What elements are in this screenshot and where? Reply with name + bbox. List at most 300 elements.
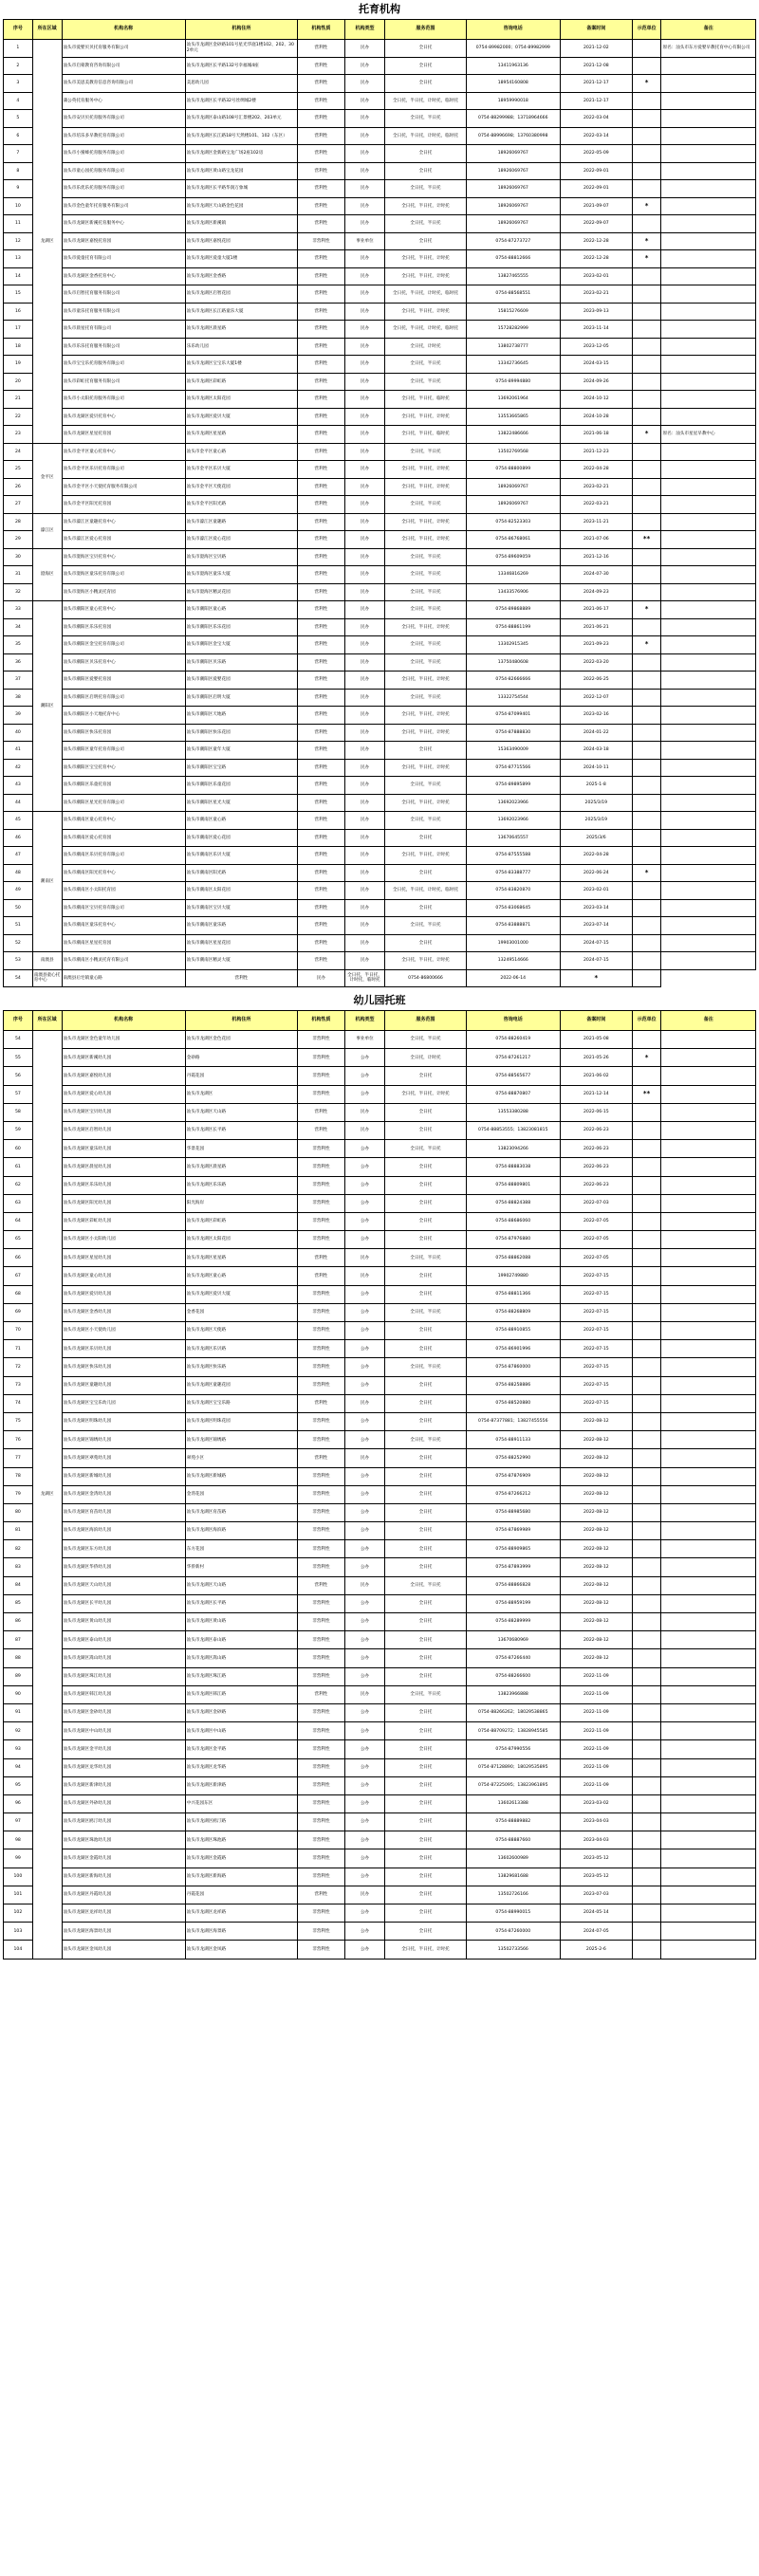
cell-name: 汕头市乐乐托育服务有限公司 — [62, 338, 185, 356]
cell-filed: 2024-03-18 — [560, 742, 632, 760]
cell-remark — [661, 1176, 756, 1194]
cell-type: 公办 — [344, 1194, 385, 1212]
table-row — [4, 1849, 756, 1868]
cell-address: 汕头市龙湖区龙华路 — [185, 1758, 297, 1776]
cell-address: 汕头市龙湖区鸥汀路 — [185, 1813, 297, 1831]
cell-address: 汕头市龙湖区明珠花园 — [185, 1412, 297, 1430]
cell-type: 民办 — [344, 285, 385, 304]
cell-address: 汕头市龙湖区太阳花园 — [185, 1231, 297, 1249]
cell-service: 全日托 — [385, 75, 466, 93]
cell-service: 全日托 — [385, 1376, 466, 1394]
cell-nature: 营利性 — [298, 40, 345, 58]
cell-demo — [632, 899, 661, 917]
cell-no: 4 — [4, 92, 33, 110]
table-row — [4, 1176, 756, 1194]
cell-address: 汕头市潮阳区天地路 — [185, 707, 297, 725]
cell-phone: 13502726166 — [466, 1886, 560, 1904]
table-row — [4, 1941, 756, 1959]
cell-type: 公办 — [344, 1467, 385, 1485]
cell-phone: 18926069767 — [466, 162, 560, 180]
cell-no: 57 — [4, 1085, 33, 1103]
cell-address: 汕头市龙湖区晨星路 — [185, 321, 297, 339]
cell-name: 汕头市潮南区宝贝托育有限公司 — [62, 899, 185, 917]
cell-remark — [661, 952, 756, 970]
cell-type: 民办 — [344, 1249, 385, 1267]
cell-service: 全日托 — [385, 1758, 466, 1776]
cell-filed: 2022-07-15 — [560, 1394, 632, 1412]
cell-remark — [661, 531, 756, 549]
cell-service: 全日托，半日托 — [385, 636, 466, 654]
cell-no: 1 — [4, 40, 33, 58]
cell-demo — [632, 1467, 661, 1485]
table-row — [4, 1358, 756, 1376]
cell-type: 民办 — [344, 794, 385, 812]
table-row — [4, 197, 756, 215]
cell-remark — [661, 653, 756, 672]
cell-nature: 营利性 — [298, 57, 345, 75]
table-row — [4, 57, 756, 75]
cell-demo — [632, 653, 661, 672]
cell-type: 民办 — [344, 1103, 385, 1121]
header-name: 机构名称 — [62, 1011, 185, 1031]
cell-remark — [661, 1231, 756, 1249]
cell-demo — [632, 1831, 661, 1849]
cell-phone: 0754-87261217 — [466, 1049, 560, 1067]
cell-remark — [661, 373, 756, 391]
cell-demo — [632, 1249, 661, 1267]
cell-nature: 非营利性 — [298, 1485, 345, 1503]
cell-nature: 非营利性 — [298, 1049, 345, 1067]
table-row — [4, 689, 756, 707]
cell-remark — [661, 127, 756, 145]
cell-nature: 营利性 — [298, 303, 345, 321]
cell-address: 汕头市龙湖区新溪镇 — [185, 215, 297, 233]
table-row — [4, 267, 756, 285]
cell-demo — [632, 847, 661, 865]
cell-no: 15 — [4, 285, 33, 304]
cell-service: 全日托 — [385, 1923, 466, 1941]
cell-nature: 营利性 — [298, 250, 345, 268]
cell-type: 民办 — [344, 127, 385, 145]
cell-no: 82 — [4, 1540, 33, 1558]
cell-phone: 13692061964 — [466, 391, 560, 409]
cell-no: 86 — [4, 1613, 33, 1631]
cell-remark — [661, 496, 756, 514]
cell-no: 72 — [4, 1358, 33, 1376]
cell-nature: 营利性 — [298, 110, 345, 128]
cell-service: 全日托 — [385, 742, 466, 760]
header-type: 机构类型 — [344, 1011, 385, 1031]
cell-phone: 13553380288 — [466, 1103, 560, 1121]
table-row — [4, 1067, 756, 1085]
cell-type: 民办 — [344, 952, 385, 970]
cell-nature: 营利性 — [298, 1249, 345, 1267]
cell-district: 龙湖区 — [32, 40, 62, 444]
table-row — [4, 1212, 756, 1230]
cell-address: 汕头市龙湖区天山路 — [185, 1103, 297, 1121]
cell-remark — [661, 1904, 756, 1923]
cell-type: 公办 — [344, 1158, 385, 1176]
cell-filed: 2022-07-15 — [560, 1267, 632, 1285]
table-row — [4, 1194, 756, 1212]
cell-filed: 2022-08-12 — [560, 1631, 632, 1649]
cell-service: 全日托 — [385, 1868, 466, 1886]
cell-name: 汕头市潮阳区乐乐托育园 — [62, 618, 185, 636]
table-row — [4, 1722, 756, 1740]
cell-demo — [632, 759, 661, 777]
cell-service: 全日托 — [385, 1485, 466, 1503]
cell-nature: 营利性 — [298, 882, 345, 900]
cell-name: 汕头市龙湖区金平幼儿园 — [62, 1740, 185, 1758]
cell-demo — [632, 1667, 661, 1685]
cell-name: 汕头市小蜜蜂托育服务有限公司 — [62, 145, 185, 163]
cell-phone: 0754-88809801 — [466, 1176, 560, 1194]
cell-service: 全日托，半日托 — [385, 1576, 466, 1594]
cell-nature: 营利性 — [298, 672, 345, 690]
cell-demo: * — [632, 601, 661, 619]
cell-nature: 营利性 — [298, 724, 345, 742]
cell-demo — [632, 215, 661, 233]
cell-service: 全日托，半日托，计时托，临时托 — [385, 127, 466, 145]
cell-phone: 0754-88990015 — [466, 1904, 560, 1923]
cell-phone: 0754-88268809 — [466, 1303, 560, 1321]
cell-filed: 2022-08-12 — [560, 1503, 632, 1521]
cell-filed: 2024-07-15 — [560, 934, 632, 952]
cell-service: 全日托，半日托 — [385, 583, 466, 601]
cell-nature: 营利性 — [298, 1449, 345, 1467]
cell-phone: 0754-86800666 — [385, 969, 466, 987]
cell-nature: 营利性 — [298, 443, 345, 461]
cell-remark — [661, 408, 756, 426]
table-row — [4, 899, 756, 917]
cell-type: 公办 — [344, 1613, 385, 1631]
cell-demo: * — [632, 197, 661, 215]
cell-demo — [632, 127, 661, 145]
table-row — [4, 1249, 756, 1267]
cell-filed: 2022-07-05 — [560, 1249, 632, 1267]
cell-no: 71 — [4, 1340, 33, 1358]
cell-name: 汕头市龙湖区金砂幼儿园 — [62, 1703, 185, 1721]
cell-filed: 2022-03-04 — [560, 110, 632, 128]
cell-service: 全日托 — [385, 1667, 466, 1685]
cell-name: 汕头市澄海区宝贝托育中心 — [62, 548, 185, 566]
cell-address: 汕头市潮阳区星光大厦 — [185, 794, 297, 812]
cell-service: 全日托，半日托，计时托 — [385, 724, 466, 742]
cell-nature: 营利性 — [298, 145, 345, 163]
cell-remark — [661, 759, 756, 777]
cell-nature: 营利性 — [298, 707, 345, 725]
cell-name: 汕头市龙湖区育苗幼儿园 — [62, 1503, 185, 1521]
cell-remark — [661, 1121, 756, 1139]
table-row — [4, 1631, 756, 1649]
cell-type: 民办 — [344, 742, 385, 760]
cell-name: 汕头市龙湖区嘉悦幼儿园 — [62, 1067, 185, 1085]
cell-address: 汕头市龙湖区宝宝乐路 — [185, 1394, 297, 1412]
cell-service: 全日托 — [385, 40, 466, 58]
cell-name: 汕头市龙湖区宝宝乐幼儿园 — [62, 1394, 185, 1412]
cell-remark — [661, 303, 756, 321]
table-row — [4, 882, 756, 900]
cell-no: 81 — [4, 1522, 33, 1540]
cell-demo — [632, 285, 661, 304]
cell-filed: 2022-11-09 — [560, 1703, 632, 1721]
cell-type: 民办 — [344, 531, 385, 549]
cell-remark — [661, 513, 756, 531]
cell-remark — [661, 1776, 756, 1794]
cell-filed: 2022-08-12 — [560, 1576, 632, 1594]
cell-type: 民办 — [344, 461, 385, 479]
table-row — [4, 847, 756, 865]
cell-address: 汕头市龙湖区童心路 — [185, 1267, 297, 1285]
table-row — [4, 1522, 756, 1540]
cell-service: 全日托 — [385, 1176, 466, 1194]
cell-demo — [632, 1103, 661, 1121]
cell-address: 汕头市龙湖区黄山路宝龙花园 — [185, 162, 297, 180]
cell-no: 87 — [4, 1631, 33, 1649]
cell-phone: 0754-88889882 — [466, 1813, 560, 1831]
cell-filed: 2022-08-12 — [560, 1594, 632, 1612]
cell-no: 83 — [4, 1558, 33, 1576]
cell-remark — [661, 215, 756, 233]
cell-remark — [661, 636, 756, 654]
cell-filed: 2021-05-26 — [560, 1049, 632, 1067]
cell-phone: 0754-82666666 — [466, 672, 560, 690]
cell-address: 金湾花园 — [185, 1485, 297, 1503]
cell-type: 民办 — [344, 672, 385, 690]
cell-service: 全日托 — [385, 1067, 466, 1085]
cell-filed: 2022-07-03 — [560, 1194, 632, 1212]
table-row — [4, 1758, 756, 1776]
cell-filed: 2022-08-12 — [560, 1649, 632, 1667]
cell-remark — [661, 1085, 756, 1103]
cell-filed: 2021-12-02 — [560, 40, 632, 58]
cell-filed: 2021-06-18 — [560, 426, 632, 444]
cell-no: 58 — [4, 1103, 33, 1121]
cell-address: 汕头市龙湖区长平路 — [185, 1121, 297, 1139]
cell-service: 全日托，半日托 — [385, 1140, 466, 1158]
cell-type: 公办 — [344, 1904, 385, 1923]
cell-type: 民办 — [344, 180, 385, 198]
cell-remark — [661, 1467, 756, 1485]
cell-nature: 非营利性 — [298, 1740, 345, 1758]
cell-filed: 2022-11-09 — [560, 1685, 632, 1703]
cell-address: 汕头市龙湖区启智花园 — [185, 285, 297, 304]
cell-phone: 0754-88866828 — [466, 1576, 560, 1594]
cell-filed: 2022-06-23 — [560, 1140, 632, 1158]
table-row — [4, 969, 756, 987]
cell-type: 民办 — [344, 197, 385, 215]
cell-name: 汕头市龙湖区爱贝幼儿园 — [62, 1285, 185, 1303]
cell-address: 汕头市龙湖区嘉悦花园 — [185, 232, 297, 250]
table-row — [4, 653, 756, 672]
cell-nature: 非营利性 — [298, 1322, 345, 1340]
cell-address: 汕头市澄海区宝贝路 — [185, 548, 297, 566]
cell-filed: 2024-07-15 — [560, 952, 632, 970]
cell-service: 全日托 — [385, 1340, 466, 1358]
cell-no: 47 — [4, 847, 33, 865]
cell-nature: 营利性 — [298, 794, 345, 812]
cell-service: 全日托 — [385, 864, 466, 882]
cell-no: 52 — [4, 934, 33, 952]
cell-remark — [661, 1503, 756, 1521]
cell-no: 5 — [4, 110, 33, 128]
cell-filed: 2023-07-14 — [560, 917, 632, 935]
cell-name: 汕头市小太阳托育服务有限公司 — [62, 391, 185, 409]
cell-service: 全日托，半日托 — [385, 566, 466, 584]
cell-remark — [661, 356, 756, 374]
cell-remark — [661, 110, 756, 128]
cell-service: 全日托，半日托，计时托，临时托 — [344, 969, 385, 987]
cell-service: 全日托 — [385, 1740, 466, 1758]
cell-name: 汕头市龙湖区丹霞幼儿园 — [62, 1886, 185, 1904]
cell-type: 民办 — [344, 829, 385, 847]
cell-name: 汕头市晨星托育有限公司 — [62, 321, 185, 339]
cell-filed: 2025/3/19 — [560, 812, 632, 830]
cell-service: 全日托 — [385, 1703, 466, 1721]
table-header-row — [4, 20, 756, 40]
cell-no: 11 — [4, 215, 33, 233]
cell-service: 全日托，半日托 — [385, 1303, 466, 1321]
cell-remark — [661, 1849, 756, 1868]
table-row — [4, 1322, 756, 1340]
cell-address: 汕头市龙湖区锦绣路 — [185, 1431, 297, 1449]
cell-phone: 19903001000 — [466, 934, 560, 952]
cell-name: 汕头市龙湖区嵩山幼儿园 — [62, 1649, 185, 1667]
cell-demo: * — [560, 969, 632, 987]
cell-no: 9 — [4, 180, 33, 198]
nursery-table-body — [4, 40, 756, 987]
cell-address: 汕头市潮阳区童年大厦 — [185, 742, 297, 760]
cell-no: 26 — [4, 478, 33, 496]
cell-name: 汕头市潮南区星星托育园 — [62, 934, 185, 952]
table-row — [4, 1886, 756, 1904]
cell-type: 民办 — [344, 653, 385, 672]
cell-nature: 非营利性 — [298, 1358, 345, 1376]
header-district: 所在区域 — [32, 20, 62, 40]
cell-address: 汕头市龙湖区珠江路 — [185, 1667, 297, 1685]
cell-no: 103 — [4, 1923, 33, 1941]
cell-service: 全日托，半日托 — [385, 1685, 466, 1703]
cell-remark — [661, 1303, 756, 1321]
cell-address: 金香花园 — [185, 1303, 297, 1321]
cell-nature: 营利性 — [298, 601, 345, 619]
cell-phone: 13553665865 — [466, 408, 560, 426]
cell-address: 汕头市龙湖区长江路童乐大厦 — [185, 303, 297, 321]
cell-service: 全日托 — [385, 1776, 466, 1794]
cell-filed: 2022-07-05 — [560, 1231, 632, 1249]
cell-filed: 2022-08-12 — [560, 1485, 632, 1503]
cell-demo — [632, 40, 661, 58]
cell-nature: 营利性 — [298, 742, 345, 760]
cell-phone: 13692023966 — [466, 812, 560, 830]
cell-name: 汕头市龙湖区金色童年幼儿园 — [62, 1031, 185, 1049]
cell-service: 全日托，半日托，计时托 — [385, 672, 466, 690]
cell-name: 汕头市龙湖区龙祥幼儿园 — [62, 1904, 185, 1923]
cell-demo — [632, 672, 661, 690]
cell-phone: 0754-88811366 — [466, 1285, 560, 1303]
cell-demo — [632, 566, 661, 584]
cell-phone: 0754-89609059 — [466, 548, 560, 566]
cell-nature: 非营利性 — [298, 1158, 345, 1176]
cell-no: 78 — [4, 1467, 33, 1485]
cell-service: 全日托 — [385, 1194, 466, 1212]
cell-remark — [661, 794, 756, 812]
cell-nature: 非营利性 — [298, 1849, 345, 1868]
cell-nature: 营利性 — [298, 285, 345, 304]
cell-filed: 2022-06-23 — [560, 1176, 632, 1194]
cell-demo — [632, 1631, 661, 1649]
cell-phone: 18926069767 — [466, 215, 560, 233]
cell-remark — [661, 1340, 756, 1358]
cell-district: 潮南区 — [32, 812, 62, 952]
cell-type: 民办 — [344, 443, 385, 461]
cell-name: 汕头市潮阳区童年托育有限公司 — [62, 742, 185, 760]
cell-demo — [632, 1503, 661, 1521]
cell-nature: 非营利性 — [298, 232, 345, 250]
cell-phone: 0754-87273727 — [466, 232, 560, 250]
cell-name: 汕头市龙湖区明珠幼儿园 — [62, 1412, 185, 1430]
cell-filed: 2021-09-23 — [560, 636, 632, 654]
cell-filed: 2025/3/6 — [560, 829, 632, 847]
cell-name: 汕头市澄海区童乐托育有限公司 — [62, 566, 185, 584]
cell-filed: 2023-07-03 — [560, 1886, 632, 1904]
cell-nature: 非营利性 — [298, 1667, 345, 1685]
cell-no: 44 — [4, 794, 33, 812]
cell-demo — [632, 882, 661, 900]
cell-nature: 营利性 — [298, 356, 345, 374]
cell-phone: 0754-88909865 — [466, 1540, 560, 1558]
cell-address: 汕头市潮南区星星花园 — [185, 934, 297, 952]
cell-phone: 0754-88959199 — [466, 1594, 560, 1612]
cell-type: 民办 — [344, 1886, 385, 1904]
cell-name: 汕头市龙湖区龙华幼儿园 — [62, 1758, 185, 1776]
cell-type: 民办 — [344, 373, 385, 391]
cell-no: 62 — [4, 1176, 33, 1194]
cell-filed: 2024-07-05 — [560, 1923, 632, 1941]
cell-name: 汕头市彩虹托育服务有限公司 — [62, 373, 185, 391]
table-row — [4, 127, 756, 145]
cell-name: 汕头市濠江区童趣托育中心 — [62, 513, 185, 531]
cell-type: 民办 — [344, 303, 385, 321]
cell-filed: 2022-04-28 — [560, 847, 632, 865]
table-row — [4, 1467, 756, 1485]
cell-service: 全日托 — [385, 1613, 466, 1631]
cell-name: 汕头市潮阳区金宝托育有限公司 — [62, 636, 185, 654]
cell-service: 全日托 — [385, 1267, 466, 1285]
cell-name: 汕头市龙湖区珠江幼儿园 — [62, 1667, 185, 1685]
cell-name: 汕头市启智托育服务有限公司 — [62, 285, 185, 304]
cell-filed: 2022-09-01 — [560, 162, 632, 180]
cell-service: 全日托 — [385, 1231, 466, 1249]
cell-address: 汕头市濠江区爱心花园 — [185, 531, 297, 549]
cell-demo: ** — [632, 1085, 661, 1103]
cell-phone: 0754-88266600 — [466, 1667, 560, 1685]
table-row — [4, 1904, 756, 1923]
cell-filed: 2021-09-07 — [560, 197, 632, 215]
table-row — [4, 1049, 756, 1067]
table-row — [4, 531, 756, 549]
cell-name: 汕头市龙湖区宝贝幼儿园 — [62, 1103, 185, 1121]
cell-phone: 0754-89994880 — [466, 373, 560, 391]
cell-name: 汕头市龙湖区东方幼儿园 — [62, 1540, 185, 1558]
nursery-table — [3, 19, 756, 987]
table-row — [4, 1923, 756, 1941]
cell-address: 汕头市龙湖区长平路华润万象城 — [185, 180, 297, 198]
cell-service: 全日托，半日托 — [385, 812, 466, 830]
cell-type: 民办 — [344, 864, 385, 882]
cell-filed: 2025/3/19 — [560, 794, 632, 812]
cell-name: 汕头市龙湖区海滨幼儿园 — [62, 1522, 185, 1540]
